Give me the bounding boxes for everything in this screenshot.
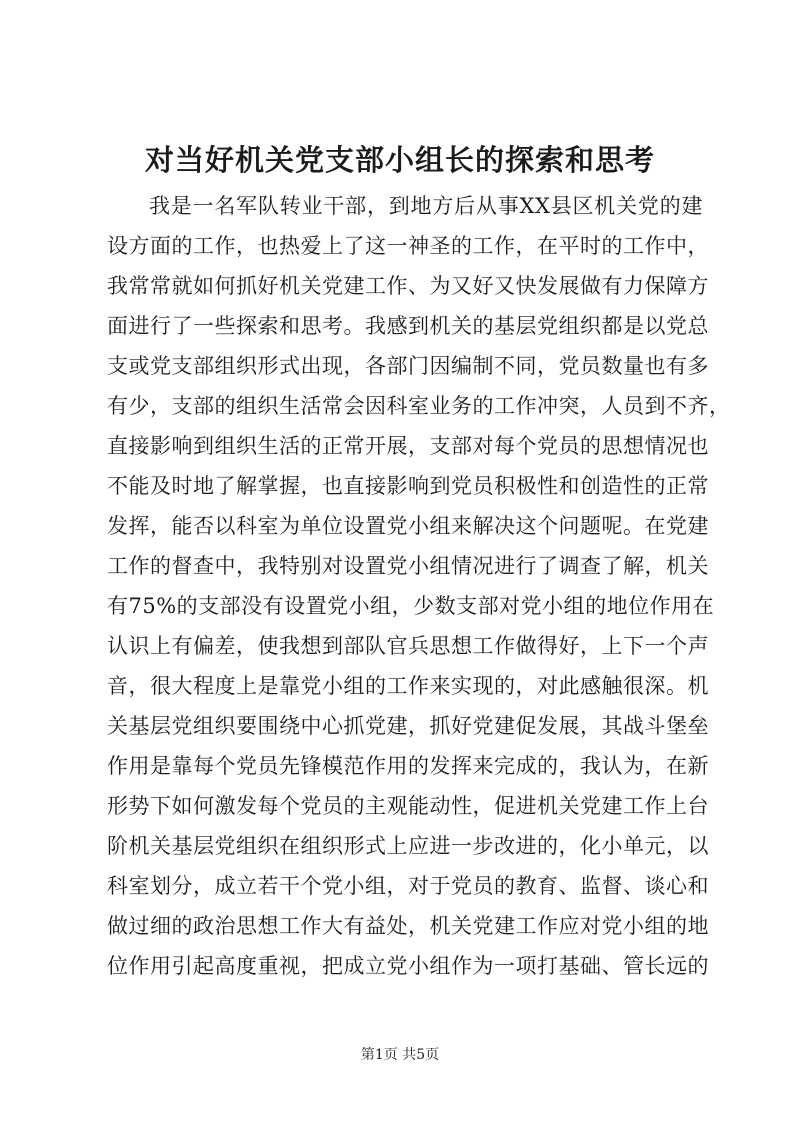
body-line: 我是一名军队转业干部，到地方后从事XX县区机关党的建 [149, 194, 703, 218]
body-line: 形势下如何激发每个党员的主观能动性，促进机关党建工作上台 [107, 794, 709, 818]
page-number-footer: 第1页 共5页 [360, 1047, 440, 1063]
body-line: 支或党支部组织形式出现，各部门因编制不同，党员数量也有多 [107, 354, 709, 378]
body-line: 位作用引起高度重视，把成立党小组作为一项打基础、管长远的 [107, 954, 709, 978]
body-line: 认识上有偏差，使我想到部队官兵思想工作做得好，上下一个声 [107, 634, 709, 658]
body-line: 直接影响到组织生活的正常开展，支部对每个党员的思想情况也 [107, 434, 709, 458]
body-line: 发挥，能否以科室为单位设置党小组来解决这个问题呢。在党建 [107, 514, 709, 538]
body-line: 有少，支部的组织生活常会因科室业务的工作冲突，人员到不齐， [107, 394, 731, 418]
body-line: 设方面的工作，也热爱上了这一神圣的工作，在平时的工作中， [107, 234, 709, 258]
body-line: 阶机关基层党组织在组织形式上应进一步改进的，化小单元，以 [107, 834, 709, 858]
body-line: 科室划分，成立若干个党小组，对于党员的教育、监督、谈心和 [107, 874, 709, 898]
body-line: 工作的督查中，我特别对设置党小组情况进行了调查了解，机关 [107, 554, 709, 578]
body-line: 音，很大程度上是靠党小组的工作来实现的，对此感触很深。机 [107, 674, 709, 698]
body-line: 关基层党组织要围绕中心抓党建，抓好党建促发展，其战斗堡垒 [107, 714, 709, 738]
body-line: 作用是靠每个党员先锋模范作用的发挥来完成的，我认为，在新 [107, 754, 709, 778]
body-line: 做过细的政治思想工作大有益处，机关党建工作应对党小组的地 [107, 914, 709, 938]
body-line: 我常常就如何抓好机关党建工作、为又好又快发展做有力保障方 [107, 274, 709, 298]
body-line: 有75%的支部没有设置党小组，少数支部对党小组的地位作用在 [107, 594, 715, 618]
body-line: 面进行了一些探索和思考。我感到机关的基层党组织都是以党总 [107, 314, 709, 338]
body-line: 不能及时地了解掌握，也直接影响到党员积极性和创造性的正常 [107, 474, 709, 498]
document-title: 对当好机关党支部小组长的探索和思考 [144, 143, 655, 177]
